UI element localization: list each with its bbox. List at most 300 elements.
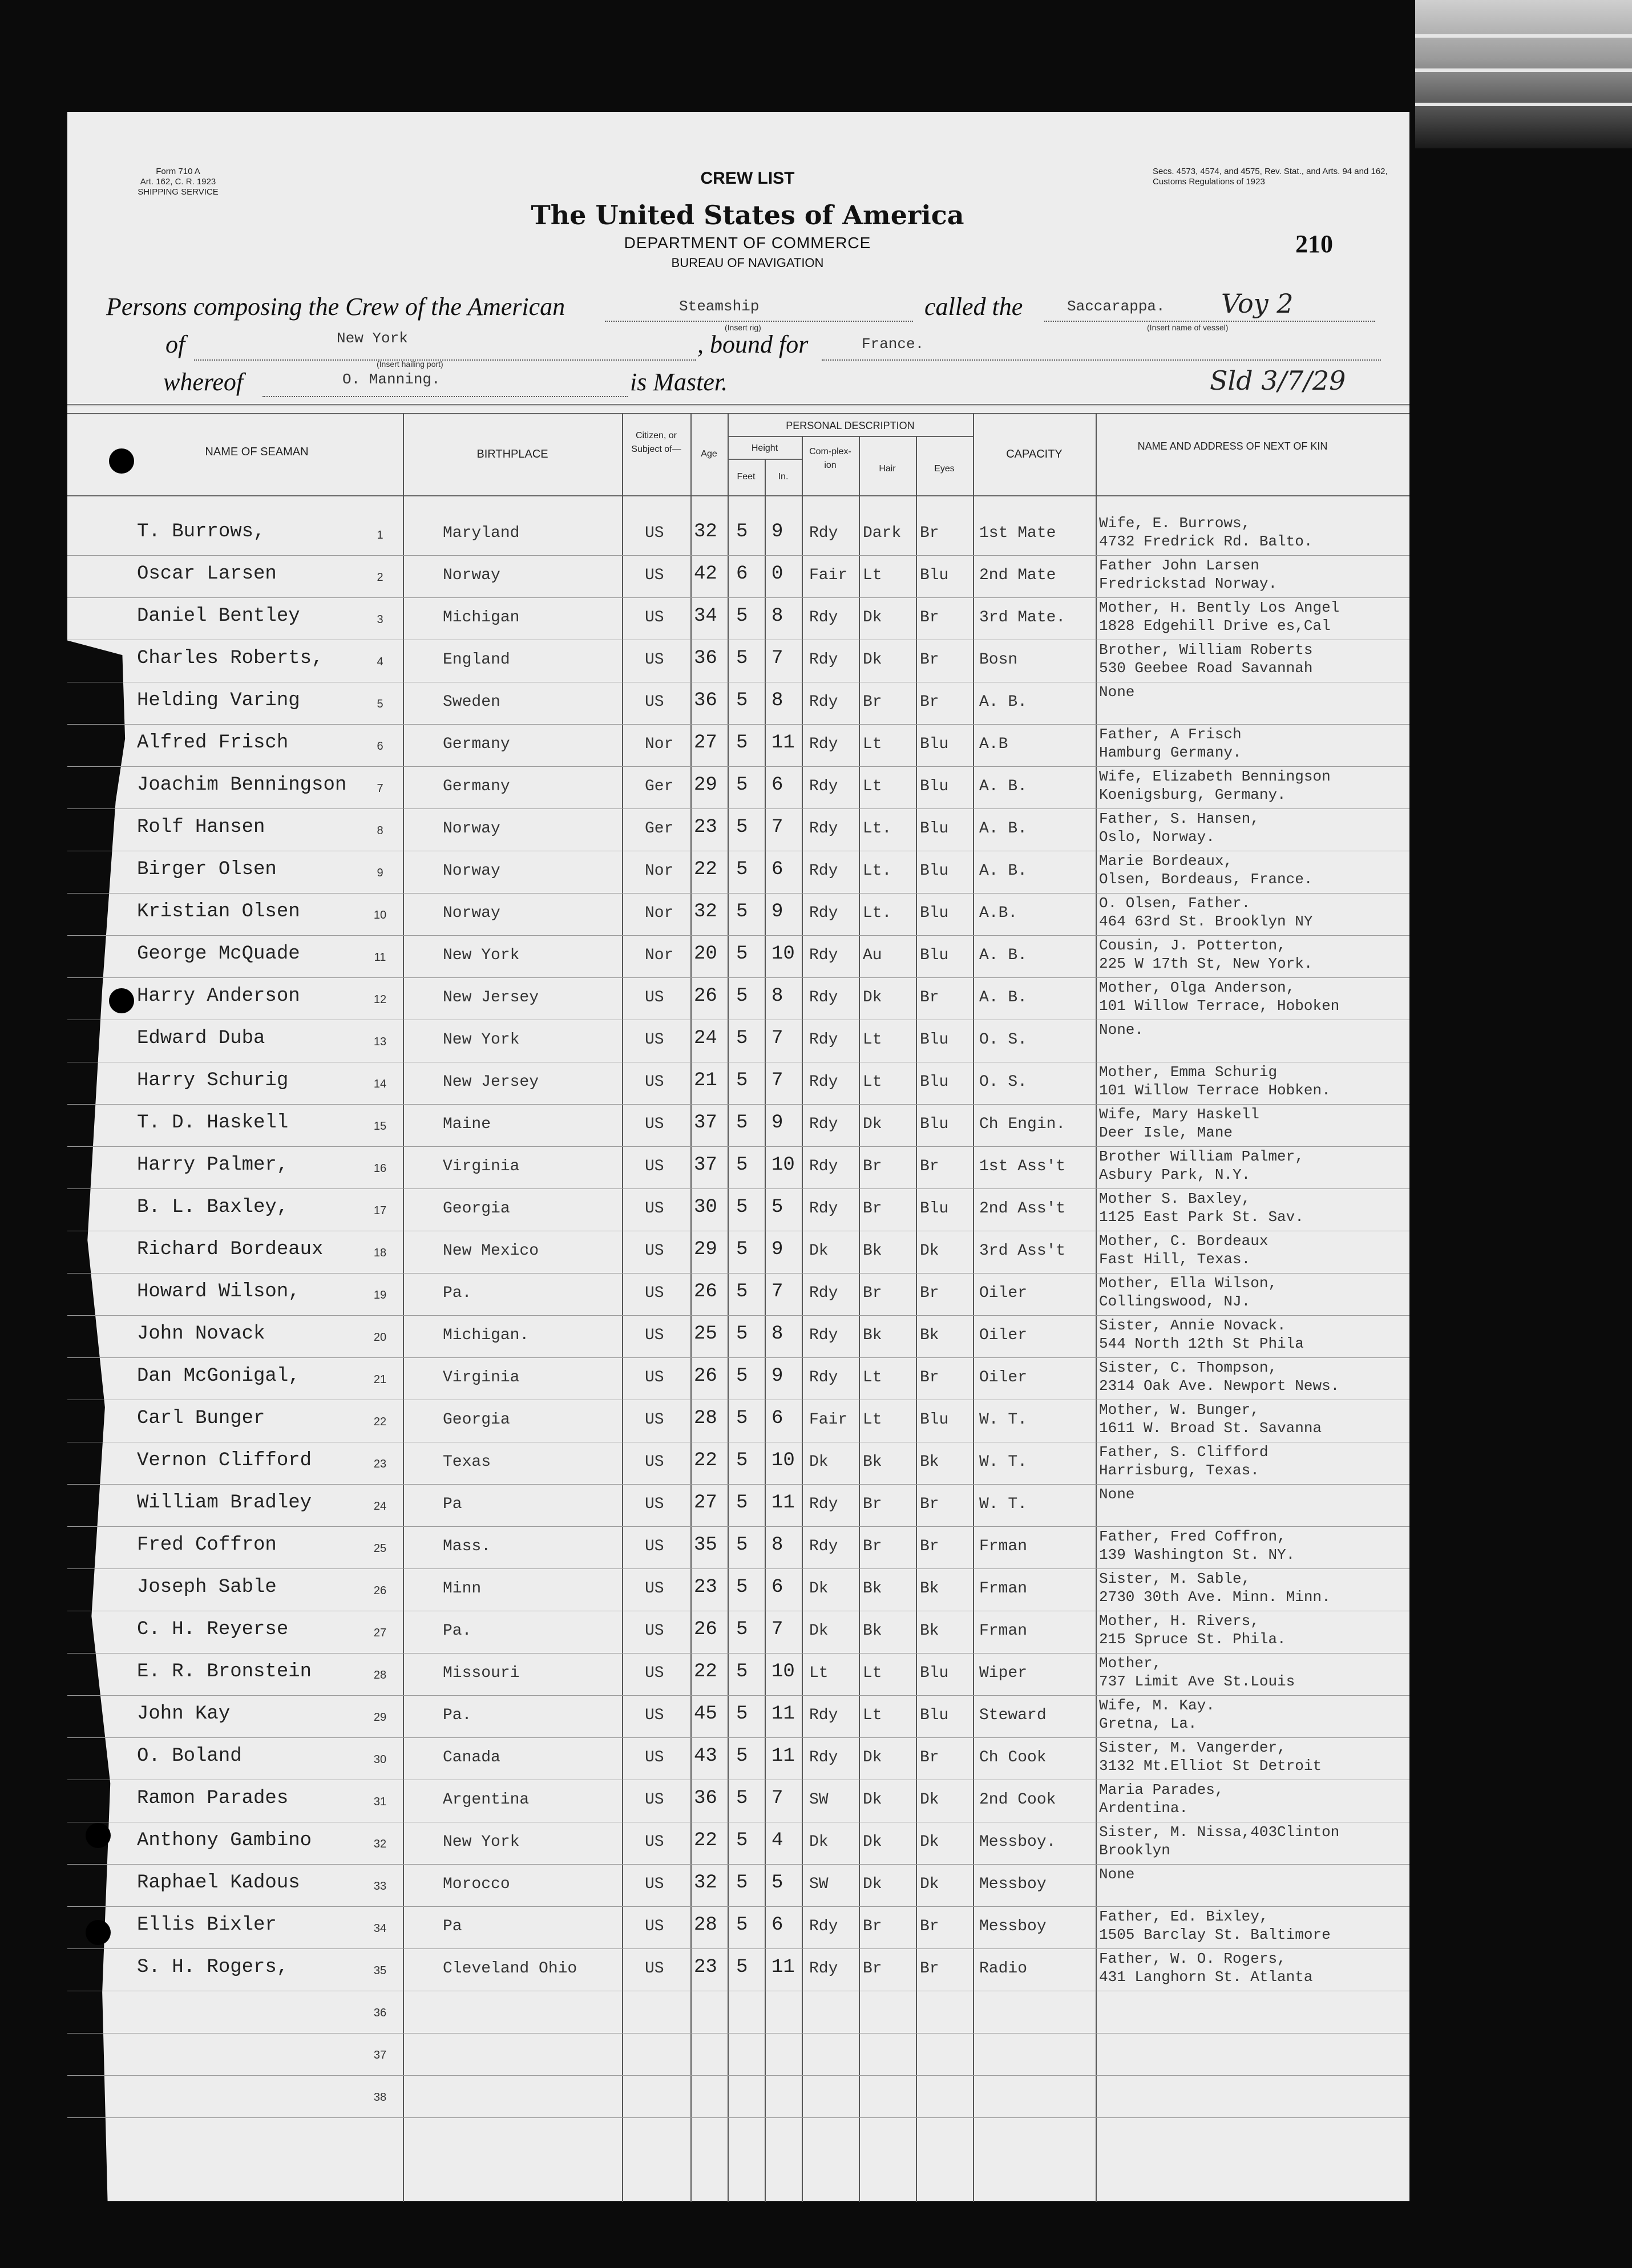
citizenship: US — [645, 1918, 664, 1935]
col-header-kin: NAME AND ADDRESS OF NEXT OF KIN — [1137, 440, 1328, 452]
height-inches: 6 — [771, 859, 783, 880]
age: 28 — [694, 1408, 717, 1429]
height-inches: 11 — [771, 1745, 795, 1767]
empty-row-number: 37 — [373, 2049, 387, 2061]
capacity: W. T. — [979, 1495, 1028, 1513]
height-feet: 5 — [736, 1703, 748, 1725]
complexion: Rdy — [809, 862, 838, 880]
hair: Br — [863, 1960, 882, 1978]
next-of-kin-name: Sister, M. Nissa,403Clinton — [1099, 1824, 1340, 1841]
height-feet: 5 — [736, 1830, 748, 1851]
height-inches: 0 — [771, 563, 783, 585]
complexion: Dk — [809, 1622, 829, 1640]
citizenship: US — [645, 1791, 664, 1809]
height-feet: 5 — [736, 943, 748, 965]
birthplace: New York — [443, 1833, 520, 1851]
eyes: Blu — [920, 567, 949, 584]
seaman-name: S. H. Rogers, — [137, 1956, 289, 1978]
citizenship: US — [645, 1242, 664, 1260]
vessel-name: Saccarappa. — [1067, 298, 1165, 315]
capacity: Wiper — [979, 1664, 1028, 1682]
master-name: O. Manning. — [342, 371, 441, 388]
col-header-hair: Hair — [879, 464, 896, 474]
eyes: Br — [920, 524, 939, 542]
hair: Br — [863, 1538, 882, 1555]
next-of-kin-name: Cousin, J. Potterton, — [1099, 937, 1286, 954]
height-inches: 7 — [771, 1619, 783, 1640]
citizenship: US — [645, 1411, 664, 1429]
height-inches: 8 — [771, 1323, 783, 1345]
row-number: 31 — [373, 1796, 387, 1808]
row-number: 10 — [373, 909, 387, 921]
height-feet: 5 — [736, 985, 748, 1007]
citizenship: US — [645, 1622, 664, 1640]
eyes: Bk — [920, 1622, 939, 1640]
port-fill-line — [194, 359, 696, 361]
next-of-kin-name: Wife, E. Burrows, — [1099, 515, 1251, 532]
capacity: W. T. — [979, 1453, 1028, 1471]
row-rule — [67, 1653, 1409, 1654]
next-of-kin-address: Olsen, Bordeaus, France. — [1099, 871, 1313, 888]
birthplace: England — [443, 651, 510, 669]
hair: Lt — [863, 567, 882, 584]
capacity: Frman — [979, 1538, 1028, 1555]
col-divider — [802, 436, 803, 2202]
birthplace: Pa — [443, 1918, 462, 1935]
next-of-kin-address: 1828 Edgehill Drive es,Cal — [1099, 617, 1331, 634]
citizenship: US — [645, 567, 664, 584]
height-feet: 5 — [736, 1619, 748, 1640]
height-inches: 9 — [771, 521, 783, 543]
citizenship: US — [645, 1327, 664, 1344]
next-of-kin-address: 215 Spruce St. Phila. — [1099, 1631, 1286, 1648]
seaman-name: Birger Olsen — [137, 859, 277, 880]
height-feet: 5 — [736, 1196, 748, 1218]
height-feet: 5 — [736, 732, 748, 754]
complexion: SW — [809, 1875, 829, 1893]
complexion: Rdy — [809, 609, 838, 626]
next-of-kin-name: None — [1099, 1866, 1135, 1883]
citizenship: Nor — [645, 862, 674, 880]
seaman-name: Oscar Larsen — [137, 563, 277, 585]
next-of-kin-name: Maria Parades, — [1099, 1781, 1224, 1798]
height-inches: 8 — [771, 1534, 783, 1556]
citizenship: US — [645, 1031, 664, 1049]
complexion: Rdy — [809, 1158, 838, 1175]
height-feet: 5 — [736, 1872, 748, 1894]
complexion: SW — [809, 1791, 829, 1809]
next-of-kin-name: Mother, — [1099, 1655, 1162, 1672]
header-line1-mid: called the — [924, 293, 1023, 321]
col-header-capacity: CAPACITY — [1006, 448, 1063, 460]
eyes: Br — [920, 693, 939, 711]
height-feet: 5 — [736, 1070, 748, 1091]
age: 42 — [694, 563, 717, 585]
height-inches: 6 — [771, 774, 783, 796]
capacity: W. T. — [979, 1411, 1028, 1429]
next-of-kin-address: Hamburg Germany. — [1099, 744, 1242, 761]
next-of-kin-address: Fast Hill, Texas. — [1099, 1251, 1251, 1268]
citizenship: US — [645, 1580, 664, 1598]
height-feet: 5 — [736, 1154, 748, 1176]
hair: Dk — [863, 1875, 882, 1893]
birthplace: Pa. — [443, 1622, 472, 1640]
capacity: A. B. — [979, 862, 1028, 880]
row-number: 6 — [377, 740, 383, 753]
capacity: A. B. — [979, 947, 1028, 964]
complexion: Lt — [809, 1664, 829, 1682]
seaman-name: Daniel Bentley — [137, 605, 300, 627]
next-of-kin-address: Asbury Park, N.Y. — [1099, 1166, 1251, 1183]
citizenship: Ger — [645, 778, 674, 795]
row-number: 28 — [373, 1669, 387, 1681]
seaman-name: Dan McGonigal, — [137, 1365, 300, 1387]
row-rule — [67, 1864, 1409, 1865]
hair: Dk — [863, 1833, 882, 1851]
birthplace: Minn — [443, 1580, 482, 1598]
next-of-kin-address: 1125 East Park St. Sav. — [1099, 1208, 1304, 1226]
eyes: Blu — [920, 1073, 949, 1091]
hair: Br — [863, 693, 882, 711]
row-number: 21 — [373, 1373, 387, 1386]
capacity: O. S. — [979, 1073, 1028, 1091]
hair: Br — [863, 1918, 882, 1935]
age: 21 — [694, 1070, 717, 1091]
eyes: Blu — [920, 904, 949, 922]
master-fill-line — [262, 396, 628, 397]
complexion: Rdy — [809, 1918, 838, 1935]
row-number: 11 — [374, 951, 386, 964]
seaman-name: William Bradley — [137, 1492, 312, 1514]
next-of-kin-address: 139 Washington St. NY. — [1099, 1546, 1295, 1563]
empty-row-number: 36 — [373, 2007, 387, 2019]
capacity: A. B. — [979, 989, 1028, 1006]
height-inches: 6 — [771, 1914, 783, 1936]
height-feet: 5 — [736, 648, 748, 669]
row-rule — [67, 1188, 1409, 1189]
age: 43 — [694, 1745, 717, 1767]
seaman-name: Ramon Parades — [137, 1788, 289, 1809]
birthplace: Canada — [443, 1749, 500, 1766]
row-rule — [67, 2075, 1409, 2076]
birthplace: Norway — [443, 862, 500, 880]
age: 26 — [694, 1619, 717, 1640]
height-feet: 5 — [736, 1956, 748, 1978]
next-of-kin-name: Father, A Frisch — [1099, 726, 1242, 743]
header-line3-suffix: is Master. — [630, 368, 728, 396]
col-header-complexion: Com-plex-ion — [809, 447, 851, 470]
age: 45 — [694, 1703, 717, 1725]
complexion: Rdy — [809, 904, 838, 922]
capacity: 1st Ass't — [979, 1158, 1066, 1175]
age: 28 — [694, 1914, 717, 1936]
eyes: Blu — [920, 1031, 949, 1049]
seaman-name: E. R. Bronstein — [137, 1661, 312, 1683]
birthplace: Georgia — [443, 1411, 510, 1429]
empty-row-number: 38 — [373, 2091, 387, 2104]
row-number: 7 — [377, 782, 383, 795]
next-of-kin-address: 2730 30th Ave. Minn. Minn. — [1099, 1588, 1331, 1606]
age: 34 — [694, 605, 717, 627]
next-of-kin-name: Wife, M. Kay. — [1099, 1697, 1215, 1714]
col-divider — [916, 436, 917, 2202]
row-number: 13 — [373, 1036, 387, 1048]
next-of-kin-address: 2314 Oak Ave. Newport News. — [1099, 1377, 1340, 1394]
destination: France. — [862, 335, 924, 353]
height-feet: 5 — [736, 1745, 748, 1767]
next-of-kin-name: Father, S. Clifford — [1099, 1444, 1269, 1461]
row-number: 9 — [377, 867, 383, 879]
capacity: Ch Engin. — [979, 1115, 1066, 1133]
row-number: 2 — [377, 571, 383, 584]
next-of-kin-address: 4732 Fredrick Rd. Balto. — [1099, 533, 1313, 550]
birthplace: Norway — [443, 904, 500, 922]
capacity: Messboy — [979, 1918, 1047, 1935]
complexion: Fair — [809, 1411, 848, 1429]
row-number: 26 — [373, 1584, 387, 1597]
hair: Lt — [863, 735, 882, 753]
hair: Dk — [863, 651, 882, 669]
citizenship: US — [645, 1073, 664, 1091]
eyes: Br — [920, 1158, 939, 1175]
form-identifier — [104, 167, 252, 197]
capacity: A.B. — [979, 904, 1018, 922]
page-number: 210 — [1295, 230, 1333, 258]
hair: Br — [863, 1158, 882, 1175]
punch-hole — [86, 1920, 111, 1945]
table-header-bottom — [67, 495, 1409, 496]
eyes: Br — [920, 1538, 939, 1555]
seaman-name: Alfred Frisch — [137, 732, 289, 754]
complexion: Rdy — [809, 651, 838, 669]
row-rule — [67, 977, 1409, 978]
next-of-kin-address: Koenigsburg, Germany. — [1099, 786, 1286, 803]
eyes: Blu — [920, 1200, 949, 1218]
eyes: Blu — [920, 862, 949, 880]
row-rule — [67, 555, 1409, 556]
birthplace: Virginia — [443, 1369, 520, 1386]
row-number: 29 — [373, 1711, 387, 1724]
citizenship: US — [645, 1875, 664, 1893]
birthplace: Germany — [443, 778, 510, 795]
complexion: Fair — [809, 567, 848, 584]
next-of-kin-address: Brooklyn — [1099, 1842, 1170, 1859]
next-of-kin-address: Oslo, Norway. — [1099, 828, 1215, 846]
complexion: Rdy — [809, 693, 838, 711]
row-number: 14 — [373, 1078, 387, 1090]
complexion: Rdy — [809, 1707, 838, 1724]
complexion: Rdy — [809, 1031, 838, 1049]
age: 27 — [694, 732, 717, 754]
seaman-name: Harry Anderson — [137, 985, 300, 1007]
age: 32 — [694, 901, 717, 923]
citizenship: US — [645, 609, 664, 626]
next-of-kin-address: 101 Willow Terrace, Hoboken — [1099, 997, 1340, 1014]
next-of-kin-address: 464 63rd St. Brooklyn NY — [1099, 913, 1313, 930]
eyes: Blu — [920, 820, 949, 838]
row-rule — [67, 766, 1409, 767]
next-of-kin-name: Brother, William Roberts — [1099, 641, 1313, 658]
complexion: Rdy — [809, 1073, 838, 1091]
seaman-name: Raphael Kadous — [137, 1872, 300, 1894]
birthplace: Pa. — [443, 1707, 472, 1724]
height-inches: 8 — [771, 690, 783, 711]
row-rule — [67, 1737, 1409, 1738]
capacity: 2nd Ass't — [979, 1200, 1066, 1218]
complexion: Dk — [809, 1833, 829, 1851]
form-ref: Art. 162, C. R. 1923 — [140, 177, 216, 187]
height-inches: 9 — [771, 901, 783, 923]
row-rule — [67, 724, 1409, 725]
next-of-kin-address: 1505 Barclay St. Baltimore — [1099, 1926, 1331, 1943]
next-of-kin-name: Father John Larsen — [1099, 557, 1259, 574]
age: 36 — [694, 690, 717, 711]
eyes: Br — [920, 1369, 939, 1386]
birthplace: Pa. — [443, 1284, 472, 1302]
complexion: Rdy — [809, 1284, 838, 1302]
capacity: Ch Cook — [979, 1749, 1047, 1766]
next-of-kin-name: Brother William Palmer, — [1099, 1148, 1304, 1165]
seaman-name: Fred Coffron — [137, 1534, 277, 1556]
citizenship: US — [645, 1158, 664, 1175]
complexion: Rdy — [809, 1960, 838, 1978]
eyes: Dk — [920, 1875, 939, 1893]
row-rule — [67, 1906, 1409, 1907]
eyes: Br — [920, 1749, 939, 1766]
birthplace: Maine — [443, 1115, 491, 1133]
row-number: 8 — [377, 824, 383, 837]
row-rule — [67, 597, 1409, 598]
eyes: Dk — [920, 1791, 939, 1809]
next-of-kin-address: 737 Limit Ave St.Louis — [1099, 1673, 1295, 1690]
rig-fill-line — [605, 321, 913, 322]
complexion: Rdy — [809, 947, 838, 964]
next-of-kin-address: Ardentina. — [1099, 1800, 1189, 1817]
row-number: 20 — [373, 1331, 387, 1344]
row-rule — [67, 1273, 1409, 1274]
row-rule — [67, 1146, 1409, 1147]
row-number: 1 — [377, 529, 383, 541]
next-of-kin-name: Mother, H. Rivers, — [1099, 1612, 1259, 1630]
eyes: Blu — [920, 778, 949, 795]
hair: Lt — [863, 1411, 882, 1429]
age: 37 — [694, 1112, 717, 1134]
citizenship: US — [645, 1707, 664, 1724]
age: 27 — [694, 1492, 717, 1514]
age: 25 — [694, 1323, 717, 1345]
eyes: Blu — [920, 1664, 949, 1682]
citizenship: US — [645, 1495, 664, 1513]
birthplace: Morocco — [443, 1875, 510, 1893]
next-of-kin-address: 101 Willow Terrace Hobken. — [1099, 1082, 1331, 1099]
next-of-kin-name: Marie Bordeaux, — [1099, 852, 1233, 870]
seaman-name: Carl Bunger — [137, 1408, 265, 1429]
seaman-name: Helding Varing — [137, 690, 300, 711]
birthplace: Cleveland Ohio — [443, 1960, 577, 1978]
birthplace: Argentina — [443, 1791, 530, 1809]
hair: Dk — [863, 609, 882, 626]
row-number: 16 — [373, 1162, 387, 1175]
age: 35 — [694, 1534, 717, 1556]
hair: Dark — [863, 524, 902, 542]
row-rule — [67, 893, 1409, 894]
row-rule — [67, 1526, 1409, 1527]
height-inches: 7 — [771, 648, 783, 669]
col-header-inches: In. — [778, 472, 789, 482]
form-id: Form 710 A — [156, 167, 200, 176]
height-feet: 5 — [736, 1534, 748, 1556]
row-number: 12 — [373, 993, 387, 1006]
complexion: Rdy — [809, 1749, 838, 1766]
seaman-name: Charles Roberts, — [137, 648, 324, 669]
eyes: Bk — [920, 1327, 939, 1344]
complexion: Rdy — [809, 1369, 838, 1386]
age: 22 — [694, 1450, 717, 1471]
complexion: Rdy — [809, 1495, 838, 1513]
eyes: Br — [920, 1960, 939, 1978]
height-inches: 11 — [771, 1956, 795, 1978]
country-heading: The United States of America — [531, 200, 964, 231]
birthplace: New Jersey — [443, 989, 539, 1006]
height-inches: 11 — [771, 1703, 795, 1725]
next-of-kin-address: 431 Langhorn St. Atlanta — [1099, 1968, 1313, 1986]
height-feet: 5 — [736, 1450, 748, 1471]
height-feet: 5 — [736, 1408, 748, 1429]
birthplace: Georgia — [443, 1200, 510, 1218]
height-inches: 4 — [771, 1830, 783, 1851]
complexion: Dk — [809, 1580, 829, 1598]
next-of-kin-name: Wife, Elizabeth Benningson — [1099, 768, 1331, 785]
next-of-kin-name: Mother, Emma Schurig — [1099, 1064, 1278, 1081]
hair: Lt. — [863, 862, 892, 880]
citizenship: Nor — [645, 904, 674, 922]
height-feet: 5 — [736, 774, 748, 796]
row-number: 35 — [373, 1964, 387, 1977]
height-feet: 5 — [736, 816, 748, 838]
seaman-name: Harry Schurig — [137, 1070, 289, 1091]
citizenship: US — [645, 1833, 664, 1851]
hair: Dk — [863, 1115, 882, 1133]
age: 22 — [694, 859, 717, 880]
height-feet: 5 — [736, 1028, 748, 1049]
row-rule — [67, 1104, 1409, 1105]
row-number: 19 — [373, 1289, 387, 1301]
age: 29 — [694, 774, 717, 796]
row-number: 15 — [373, 1120, 387, 1133]
next-of-kin-name: Mother, H. Bently Los Angel — [1099, 599, 1340, 616]
capacity: 2nd Mate — [979, 567, 1056, 584]
row-rule — [67, 1568, 1409, 1569]
eyes: Blu — [920, 735, 949, 753]
citizenship: Nor — [645, 947, 674, 964]
height-feet: 5 — [736, 1365, 748, 1387]
row-number: 4 — [377, 656, 383, 668]
height-feet: 5 — [736, 1661, 748, 1683]
age: 32 — [694, 1872, 717, 1894]
birthplace: Norway — [443, 820, 500, 838]
sailed-annotation: Sld 3/7/29 — [1210, 365, 1346, 396]
height-feet: 5 — [736, 690, 748, 711]
citizenship: US — [645, 1200, 664, 1218]
seaman-name: Richard Bordeaux — [137, 1239, 324, 1260]
bureau-heading: BUREAU OF NAVIGATION — [671, 256, 824, 270]
next-of-kin-name: Sister, M. Vangerder, — [1099, 1739, 1286, 1756]
height-inches: 10 — [771, 1661, 795, 1683]
row-number: 25 — [373, 1542, 387, 1555]
citizenship: US — [645, 1115, 664, 1133]
hair: Lt — [863, 1664, 882, 1682]
vessel-fill-line — [1044, 321, 1375, 322]
